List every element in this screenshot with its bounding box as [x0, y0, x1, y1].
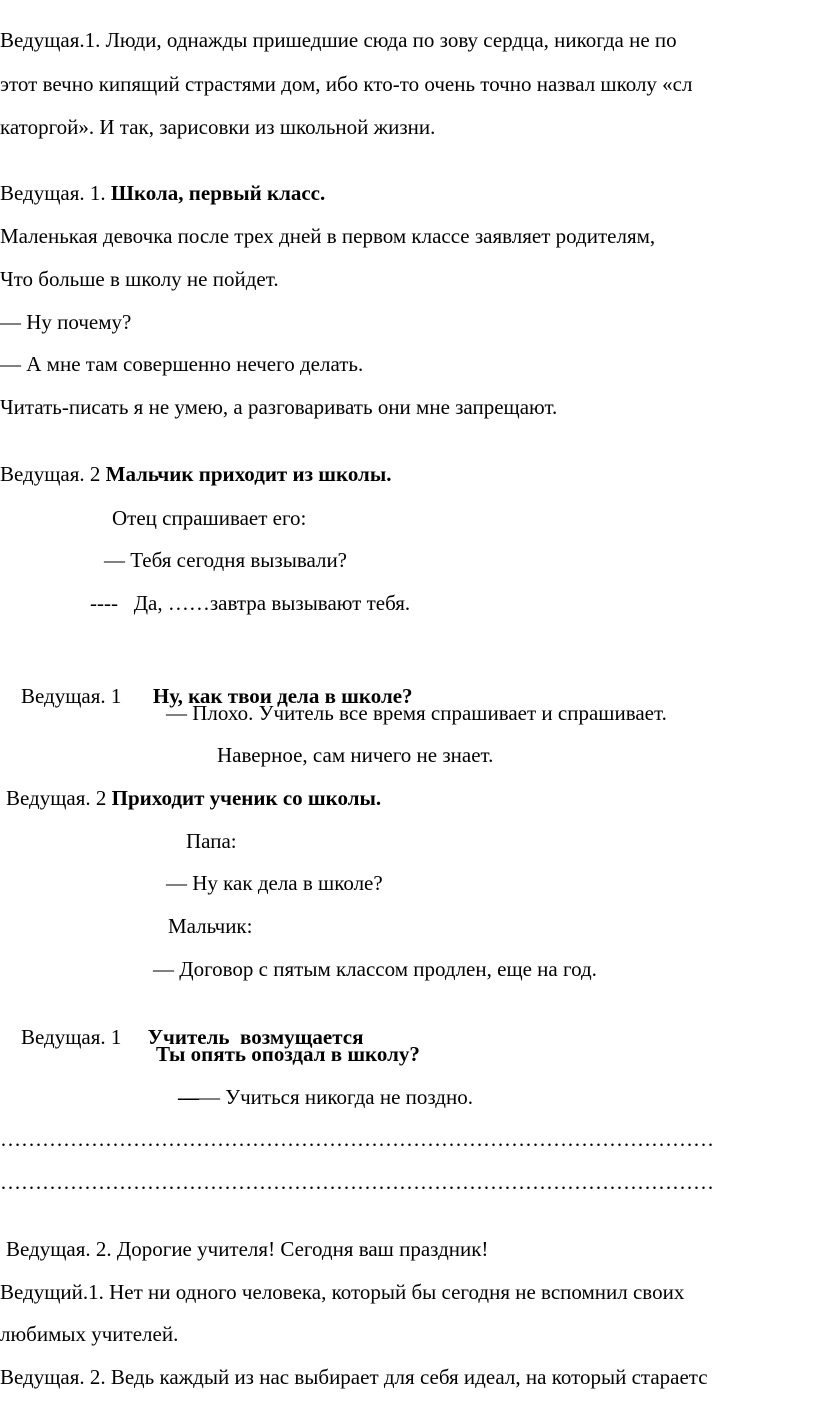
scene1-line-2: Что больше в школу не пойдет. [0, 267, 279, 291]
scene4-line-1: Папа: [186, 829, 237, 853]
scene5-dash: — [178, 1085, 199, 1109]
scene2-heading [0, 461, 391, 487]
scene3-title: Ну, как твои дела в школе? [152, 684, 413, 708]
scene1-line-5: Читать-писать я не умею, а разговаривать они мне запрещают. [0, 395, 558, 419]
scene4-title: Приходит ученик со школы. [111, 786, 382, 810]
scene1-line-3: — Ну почему? [0, 310, 132, 334]
scene1-line-4: — А мне там совершенно нечего делать. [0, 352, 364, 376]
scene2-line-1: Отец спрашивает его: [112, 506, 307, 530]
dots-separator-2: ………………………………………………………………………………………… [0, 1170, 714, 1194]
scene4-line-3: Мальчик: [168, 914, 253, 938]
scene5-question: Ты опять опоздал в школу? [156, 1042, 420, 1066]
closing-line-1: Ведущая. 2. Дорогие учителя! Сегодня ваш праздник! [6, 1237, 489, 1261]
scene3-line-1: — Плохо. Учитель все время спрашивает и спрашивает. [166, 701, 667, 725]
scene4-line-4: — Договор с пятым классом продлен, еще на год. [153, 957, 597, 981]
scene2-line-3: ---- Да, ……завтра вызывают тебя. [90, 591, 411, 615]
scene5-answer: — Учиться никогда не поздно. [199, 1085, 473, 1109]
scene3-speaker: Ведущая. 1 [21, 684, 153, 708]
scene5-title: Учитель возмущается [147, 1025, 364, 1049]
scene5-speaker: Ведущая. 1 [21, 1025, 148, 1049]
dots-separator-1: ………………………………………………………………………………………… [0, 1127, 714, 1151]
scene1-heading [0, 180, 325, 206]
scene1-line-1: Маленькая девочка после трех дней в первом классе заявляет родителям, [0, 224, 656, 248]
scene2-line-2: — Тебя сегодня вызывали? [104, 548, 347, 572]
closing-line-4: Ведущая. 2. Ведь каждый из нас выбирает для себя идеал, на который стараетс [0, 1365, 708, 1389]
scene1-title: Школа, первый класс. [110, 181, 326, 205]
scene2-title: Мальчик приходит из школы. [105, 462, 392, 486]
scene2-speaker: Ведущая. 2 [0, 462, 106, 486]
intro-line-2: этот вечно кипящий страстями дом, ибо кто-то очень точно назвал школу «сл [0, 72, 693, 96]
closing-line-2: Ведущий.1. Нет ни одного человека, который бы сегодня не вспомнил своих [0, 1280, 685, 1304]
intro-line-1: Ведущая.1. Люди, однажды пришедшие сюда по зову сердца, никогда не по [0, 28, 677, 52]
scene5-line-1 [156, 1041, 420, 1067]
scene4-line-2: — Ну как дела в школе? [166, 871, 383, 895]
scene1-speaker: Ведущая. 1. [0, 181, 111, 205]
scene3-line-2: Наверное, сам ничего не знает. [217, 743, 494, 767]
closing-line-3: любимых учителей. [0, 1322, 179, 1346]
scene4-speaker: Ведущая. 2 [6, 786, 112, 810]
intro-line-3: каторгой». И так, зарисовки из школьной жизни. [0, 115, 436, 139]
scene4-heading [6, 785, 381, 811]
scene5-line-2 [178, 1084, 473, 1110]
